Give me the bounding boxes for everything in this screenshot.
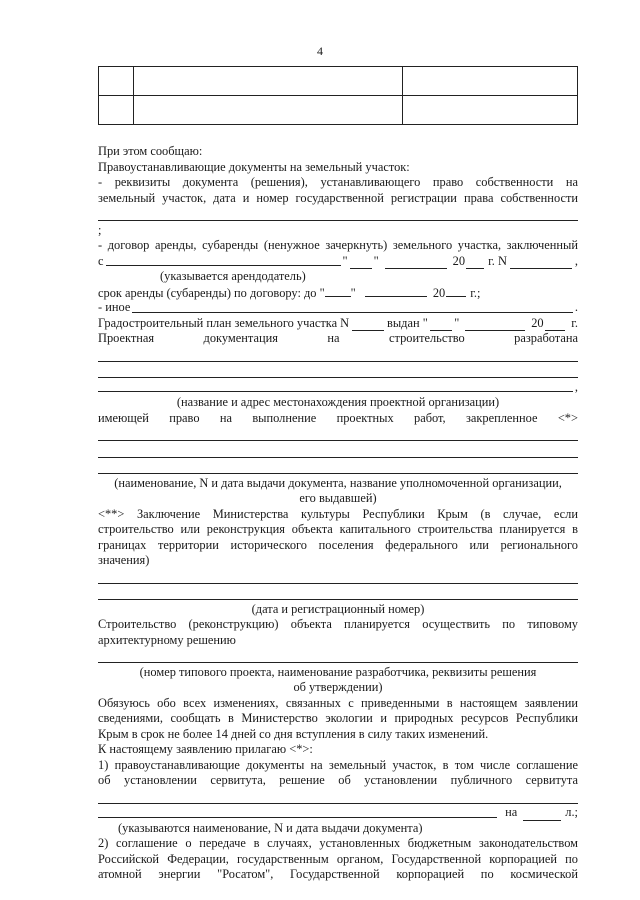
text-line: Правоустанавливающие документы на земельный участок: bbox=[98, 159, 410, 174]
text-line: сведениями, сообщать в Министерство экологии и природных ресурсов Республики bbox=[98, 711, 578, 725]
lease-date-line bbox=[98, 254, 578, 270]
caption-line: (название и адрес местонахождения проектной организации) bbox=[176, 395, 500, 409]
fill-blank bbox=[350, 257, 372, 269]
text-line: строительство или реконструкция объекта капитального строительства планируется в bbox=[98, 522, 578, 536]
text-fragment: срок аренды (субаренды) по договору: до " bbox=[98, 285, 325, 300]
text-line: об установлении сервитута, решение об установлении публичного сервитута bbox=[98, 773, 578, 787]
text-line: Проектная документация на строительство разработана bbox=[98, 331, 578, 345]
fill-blank bbox=[510, 257, 572, 269]
gradplan-line bbox=[98, 316, 578, 332]
table-cell bbox=[403, 96, 578, 125]
fill-line bbox=[98, 363, 578, 378]
caption-line: (указывается арендодатель) bbox=[160, 269, 306, 283]
text-line: К настоящему заявлению прилагаю <*>: bbox=[98, 742, 313, 756]
caption-line: (номер типового проекта, наименование разработчика, реквизиты решения bbox=[139, 664, 537, 679]
text-line: 2) соглашение о передаче в случаях, установленных бюджетным законодательством bbox=[98, 836, 578, 850]
text-fragment: - иное bbox=[98, 300, 131, 314]
table-cell bbox=[403, 67, 578, 96]
caption-line: его выдавшей) bbox=[299, 491, 377, 505]
fill-line bbox=[98, 585, 578, 600]
text-line: Крым в срок не более 14 дней со дня вступления в силу таких изменений. bbox=[98, 726, 489, 741]
table-cell bbox=[99, 67, 134, 96]
fill-blank bbox=[466, 257, 484, 269]
text-line: - реквизиты документа (решения), устанавливающего право собственности на bbox=[98, 175, 578, 189]
fill-line bbox=[98, 569, 578, 584]
text-line: 1) правоустанавливающие документы на земельный участок, в том числе соглашение bbox=[98, 757, 578, 772]
fill-blank bbox=[430, 319, 452, 331]
fill-blank bbox=[106, 254, 341, 266]
other-line bbox=[98, 300, 578, 316]
fill-line bbox=[98, 789, 578, 804]
fill-blank bbox=[132, 301, 573, 313]
table-cell bbox=[99, 96, 134, 125]
text-fragment: 20 bbox=[452, 253, 466, 268]
text-fragment: выдан " bbox=[386, 315, 428, 330]
text-fragment: " bbox=[373, 253, 379, 268]
caption-line: (наименование, N и дата выдачи документа, название уполномоченной организации, bbox=[114, 475, 562, 490]
fill-blank bbox=[545, 319, 566, 331]
fill-blank bbox=[365, 285, 427, 297]
fill-line bbox=[98, 426, 578, 441]
fill-blank bbox=[465, 319, 525, 331]
text-fragment: на bbox=[505, 805, 518, 819]
text-fragment: г. N bbox=[488, 253, 507, 268]
text-fragment: " bbox=[454, 315, 460, 330]
fill-blank bbox=[325, 285, 351, 297]
text-line: архитектурному решению bbox=[98, 632, 236, 647]
text-line: Строительство (реконструкцию) объекта планируется осуществить по типовому bbox=[98, 617, 578, 631]
text-fragment: 20 bbox=[531, 315, 544, 330]
text-fragment: г.; bbox=[470, 285, 481, 300]
text-line: земельный участок, дата и номер государственной регистрации права собственности bbox=[98, 190, 578, 205]
fill-blank bbox=[446, 285, 466, 297]
caption-line: об утверждении) bbox=[293, 680, 383, 694]
text-fragment: " bbox=[350, 285, 356, 300]
top-table bbox=[98, 66, 578, 125]
text-line: границах территории исторического поселения федерального или регионального bbox=[98, 537, 578, 552]
fill-line-with-comma bbox=[98, 380, 578, 396]
text-fragment: , bbox=[574, 253, 578, 268]
text-fragment: . bbox=[574, 300, 578, 314]
text-line: - договор аренды, субаренды (ненужное зачеркнуть) земельного участка, заключенный bbox=[98, 238, 578, 252]
fill-blank bbox=[352, 319, 384, 331]
fill-blank bbox=[98, 806, 497, 818]
fill-line bbox=[98, 648, 578, 663]
fill-blank bbox=[98, 380, 573, 392]
text-line: ; bbox=[98, 222, 102, 237]
fill-line bbox=[98, 206, 578, 221]
pages-count-line bbox=[98, 805, 578, 821]
table-cell bbox=[134, 67, 403, 96]
text-fragment: 20 bbox=[432, 285, 446, 300]
text-fragment: Градостроительный план земельного участка N bbox=[98, 315, 350, 330]
text-line: Российской Федерации, государственным органом, Государственной корпорацией по bbox=[98, 851, 578, 866]
fill-line bbox=[98, 443, 578, 458]
text-fragment: , bbox=[574, 379, 578, 394]
text-line: Обязуюсь обо всех изменениях, связанных с приведенными в настоящем заявлении bbox=[98, 695, 578, 710]
text-line: значения) bbox=[98, 553, 150, 567]
page-number: 4 bbox=[317, 44, 323, 58]
text-line: имеющей право на выполнение проектных работ, закрепленное <*> bbox=[98, 410, 578, 425]
text-line: <**> Заключение Министерства культуры Республики Крым (в случае, если bbox=[98, 506, 578, 521]
lease-term-line bbox=[98, 285, 578, 301]
document-body bbox=[98, 144, 578, 883]
fill-line bbox=[98, 347, 578, 362]
caption-line: (дата и регистрационный номер) bbox=[251, 601, 425, 616]
text-fragment: г. bbox=[571, 315, 578, 330]
text-fragment: л.; bbox=[565, 805, 578, 819]
caption-line: (указываются наименование, N и дата выдачи документа) bbox=[118, 820, 423, 835]
text-line: атомной энергии "Росатом", Государственной корпорацией по космической bbox=[98, 867, 578, 881]
text-fragment: с bbox=[98, 253, 104, 268]
fill-line bbox=[98, 459, 578, 474]
fill-blank bbox=[385, 257, 447, 269]
fill-blank bbox=[523, 809, 561, 821]
table-cell bbox=[134, 96, 403, 125]
table-row bbox=[99, 96, 578, 125]
table-row bbox=[99, 67, 578, 96]
text-line: При этом сообщаю: bbox=[98, 144, 203, 158]
text-fragment: " bbox=[342, 253, 348, 268]
